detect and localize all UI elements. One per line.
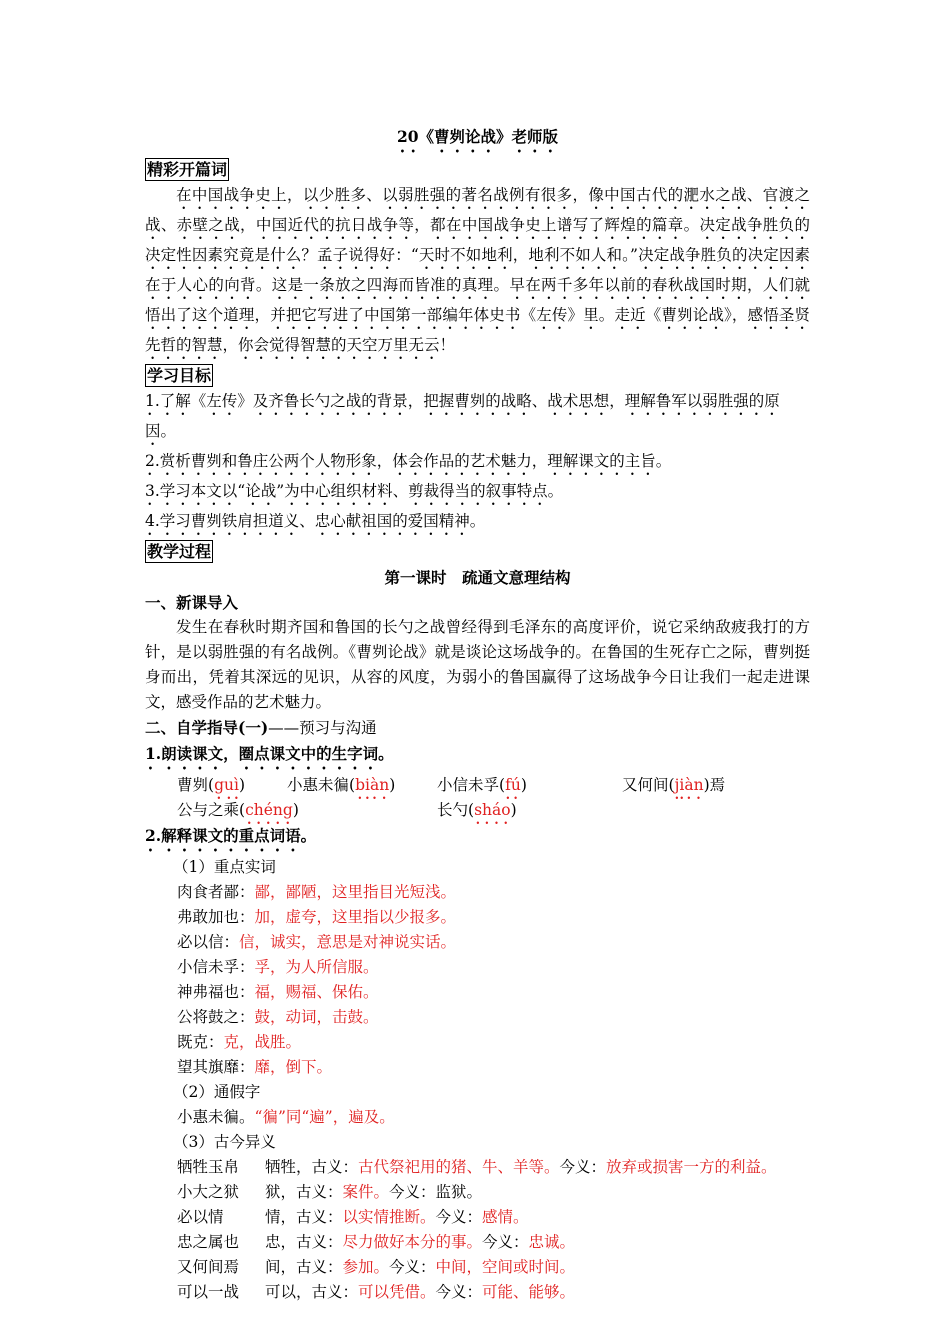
intro-heading: 一、新课导入 bbox=[145, 593, 239, 612]
vocab-item: 又何间(jiàn)焉 bbox=[622, 776, 726, 794]
gujin-row: 牺牲玉帛 牺牲，古义：古代祭祀用的猪、牛、羊等。今义：放弃或损害一方的利益。 bbox=[177, 1158, 777, 1176]
goal-item: 4.学习曹刿铁肩担道义、忠心献祖国的爱国精神。 bbox=[145, 512, 486, 530]
term-row: 肉食者鄙：鄙，鄙陋，这里指目光短浅。 bbox=[177, 883, 457, 901]
goals-heading: 学习目标 bbox=[147, 366, 212, 385]
vocab-item: 小信未孚(fú) bbox=[437, 776, 527, 794]
goal-item: 1.了解《左传》及齐鲁长勺之战的背景，把握曹刿的战略、战术思想，理解鲁军以弱胜强的原因。 bbox=[145, 392, 780, 440]
shici-heading: （1）重点实词 bbox=[173, 858, 276, 876]
term-row: 小信未孚：孚，为人所信服。 bbox=[177, 958, 379, 976]
guide-subtitle: ——预习与沟通 bbox=[268, 719, 377, 737]
gujin-heading: （3）古今异义 bbox=[173, 1133, 276, 1151]
vocab-item: 公与之乘(chéng) bbox=[177, 801, 299, 819]
opening-heading: 精彩开篇词 bbox=[147, 160, 228, 179]
page-title: 20《曹刿论战》老师版 bbox=[396, 127, 559, 146]
intro-paragraph: 发生在春秋时期齐国和鲁国的长勺之战曾经得到毛泽东的高度评价，说它采纳敌疲我打的方针，是以弱胜强的有名战例。《曹刿论战》就是谈论这场战争的。在鲁国的生死存亡之际，曹刿挺身而出，凭着其深远的见识，从容的风度，为弱小的鲁国赢得了这场战争今日让我们一起走进课文，感受作品的艺术魅力。 bbox=[145, 618, 810, 711]
vocab-item: 长勺(sháo) bbox=[437, 801, 517, 819]
term-row: 弗敢加也：加，虚夸，这里指以少报多。 bbox=[177, 908, 457, 926]
term-row: 望其旗靡：靡，倒下。 bbox=[177, 1058, 333, 1076]
gujin-row: 忠之属也 忠，古义：尽力做好本分的事。今义：忠诚。 bbox=[177, 1233, 576, 1251]
vocab-row bbox=[145, 798, 810, 823]
tongjia-row: 小惠未徧。“徧”同“遍”，遍及。 bbox=[177, 1108, 395, 1126]
gujin-row: 必以情 情，古义：以实情推断。今义：感情。 bbox=[177, 1208, 529, 1226]
document-page bbox=[145, 124, 810, 1305]
read-task: 1.朗读课文，圈点课文中的生字词。 bbox=[145, 744, 394, 763]
goal-item: 2.赏析曹刿和鲁庄公两个人物形象，体会作品的艺术魅力，理解课文的主旨。 bbox=[145, 452, 672, 470]
goal-item: 3.学习本文以“论战”为中心组织材料、剪裁得当的叙事特点。 bbox=[145, 482, 564, 500]
vocab-item: 曹刿(guì) bbox=[177, 776, 246, 794]
gujin-row: 小大之狱 狱，古义：案件。今义：监狱。 bbox=[177, 1183, 483, 1201]
tongjia-heading: （2）通假字 bbox=[173, 1083, 261, 1101]
term-row: 神弗福也：福，赐福、保佑。 bbox=[177, 983, 379, 1001]
guide-heading: 二、自学指导(一) bbox=[145, 718, 269, 737]
process-heading: 教学过程 bbox=[147, 542, 212, 561]
opening-paragraph: 在中国战争史上，以少胜多、以弱胜强的著名战例有很多，像中国古代的淝水之战、官渡之战、赤壁之战，中国近代的抗日战争等，都在中国战争史上谱写了辉煌的篇章。决定战争胜负的决定性因素究竟是什么？孟子说得好：“天时不如地利，地利不如人和。”决定战争胜负的决定因素在于人心的向背。这是一条放之四海而皆准的真理。早在两千多年以前的春秋战国时期，人们就悟出了这个道理，并把它写进了中国第一部编年体史书《左传》里。走近《曹刿论战》，感悟圣贤先哲的智慧，你会觉得智慧的天空万里无云！ bbox=[145, 186, 810, 354]
vocab-row bbox=[145, 773, 810, 798]
guide-heading-line bbox=[145, 715, 810, 741]
lesson-title: 第一课时 疏通文意理结构 bbox=[384, 568, 571, 587]
gujin-row: 又何间焉 间，古义：参加。今义：中间，空间或时间。 bbox=[177, 1258, 576, 1276]
vocab-item: 小惠未徧(biàn) bbox=[287, 776, 396, 794]
term-row: 必以信：信，诚实，意思是对神说实话。 bbox=[177, 933, 457, 951]
term-row: 公将鼓之：鼓，动词，击鼓。 bbox=[177, 1008, 379, 1026]
explain-task: 2.解释课文的重点词语。 bbox=[145, 826, 317, 845]
gujin-row: 可以一战 可以，古义：可以凭借。今义：可能、能够。 bbox=[177, 1283, 576, 1301]
term-row: 既克：克，战胜。 bbox=[177, 1033, 302, 1051]
